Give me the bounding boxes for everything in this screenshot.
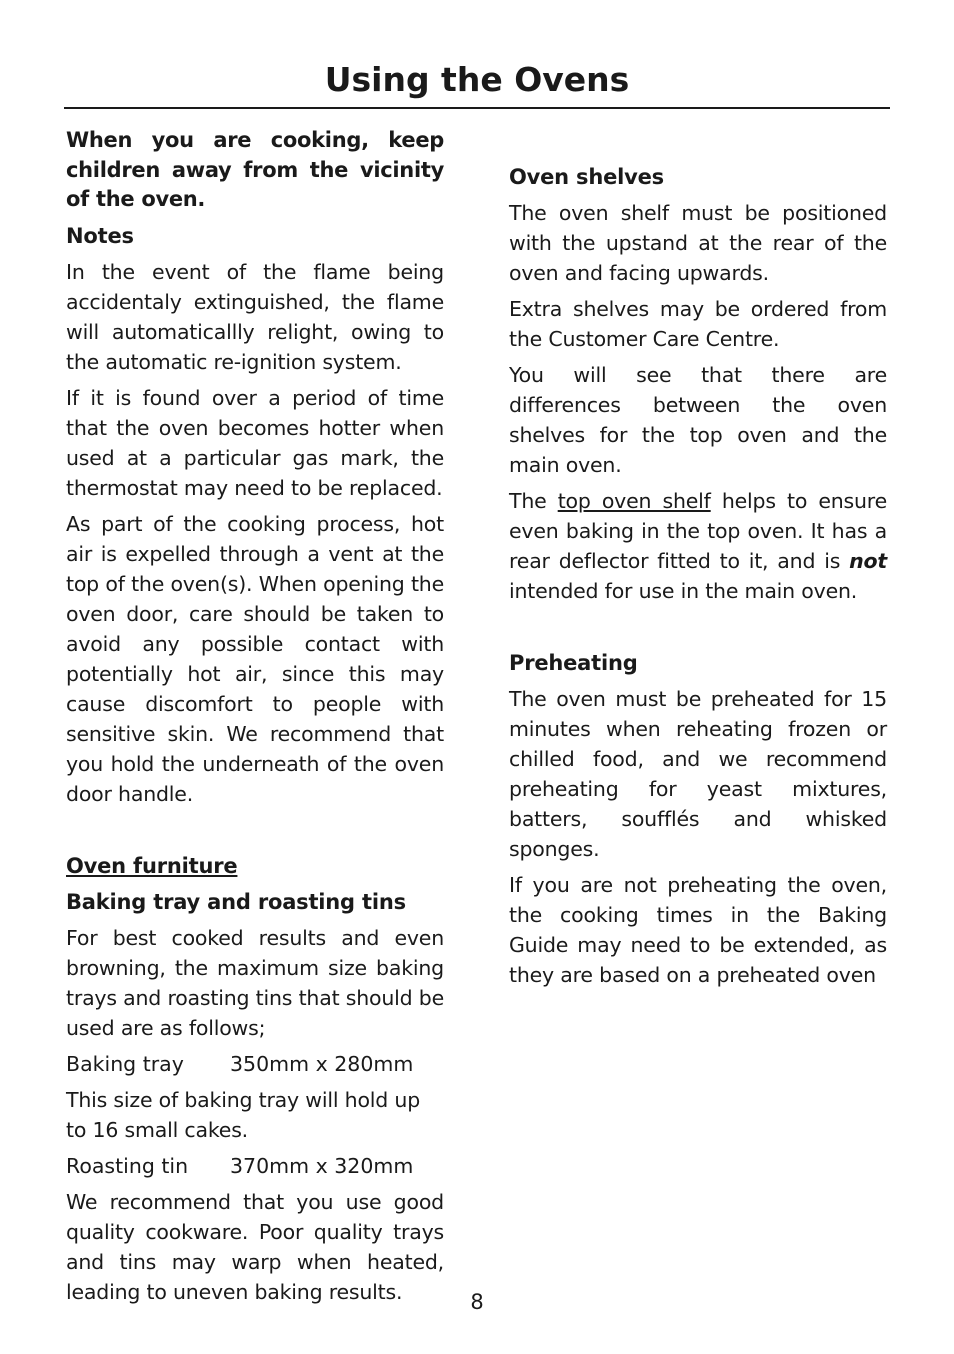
section-spacer [509, 612, 887, 648]
notes-paragraph-hot-air: As part of the cooking process, hot air is expelled through a vent at the top of the oven(s). When opening the oven door, care should be taken to avoid any possible contact with potentially hot air, since this may cause discomfort to people with sensitive skin. We recommend that you hold the underneath of the oven door handle. [66, 511, 444, 806]
notes-paragraph-reignition: In the event of the flame being accidentaly extinguished, the flame will automaticallly relight, owing to the automatic re-ignition system. [66, 259, 444, 374]
title-divider [64, 107, 890, 109]
baking-tray-label: Baking tray [66, 1051, 184, 1076]
child-safety-warning: When you are cooking, keep children away from the vicinity of the oven. [66, 128, 444, 211]
oven-shelves-heading: Oven shelves [509, 165, 664, 189]
roasting-tin-size: 370mm x 320mm [230, 1153, 414, 1178]
shelves-text-c: intended for use in the main oven. [509, 579, 858, 603]
shelves-paragraph-position: The oven shelf must be positioned with the upstand at the rear of the oven and facing upwards. [509, 201, 887, 285]
roasting-tin-row [66, 1151, 444, 1181]
trays-paragraph-cookware: We recommend that you use good quality cookware. Poor quality trays and tins may warp when heated, leading to uneven baking results. [66, 1189, 444, 1304]
trays-paragraph-intro: For best cooked results and even browning, the maximum size baking trays and roasting tins that should be used are as follows; [66, 925, 444, 1040]
shelves-paragraph-top-oven [509, 486, 887, 606]
shelves-text-a: The [509, 489, 558, 513]
preheating-paragraph-baking-guide: If you are not preheating the oven, the cooking times in the Baking Guide may need to be extended, as they are based on a preheated oven [509, 873, 887, 987]
shelves-text-b: helps to ensure even baking in the top oven. It has a rear deflector fitted to it, and is [509, 489, 888, 573]
top-oven-shelf-term: top oven shelf [557, 489, 711, 513]
notes-paragraph-thermostat: If it is found over a period of time that the oven becomes hotter when used at a particular gas mark, the thermostat may need to be replaced. [66, 385, 444, 500]
roasting-tin-label: Roasting tin [66, 1153, 189, 1178]
page-number: 8 [470, 1290, 484, 1314]
baking-tray-heading: Baking tray and roasting tins [66, 889, 406, 914]
trays-paragraph-capacity: This size of baking tray will hold up to 16 small cakes. [66, 1087, 421, 1142]
shelves-paragraph-extra: Extra shelves may be ordered from the Customer Care Centre. [509, 297, 887, 351]
preheating-paragraph-reheat: The oven must be preheated for 15 minutes when reheating frozen or chilled food, and we recommend preheating for yeast mixtures, batters, soufflés and whisked sponges. [509, 687, 887, 861]
page-title: Using the Ovens [324, 60, 630, 99]
shelves-paragraph-differences: You will see that there are differences between the oven shelves for the top oven and the main oven. [509, 363, 887, 477]
oven-furniture-heading: Oven furniture [66, 853, 238, 878]
notes-heading: Notes [66, 223, 134, 248]
baking-tray-size: 350mm x 280mm [230, 1051, 414, 1076]
right-column [509, 126, 887, 996]
column-top-spacer [509, 126, 887, 162]
left-column [66, 126, 444, 1313]
preheating-heading: Preheating [509, 651, 638, 675]
section-spacer [66, 815, 444, 851]
not-emphasis: not [849, 549, 887, 573]
baking-tray-row [66, 1049, 444, 1079]
